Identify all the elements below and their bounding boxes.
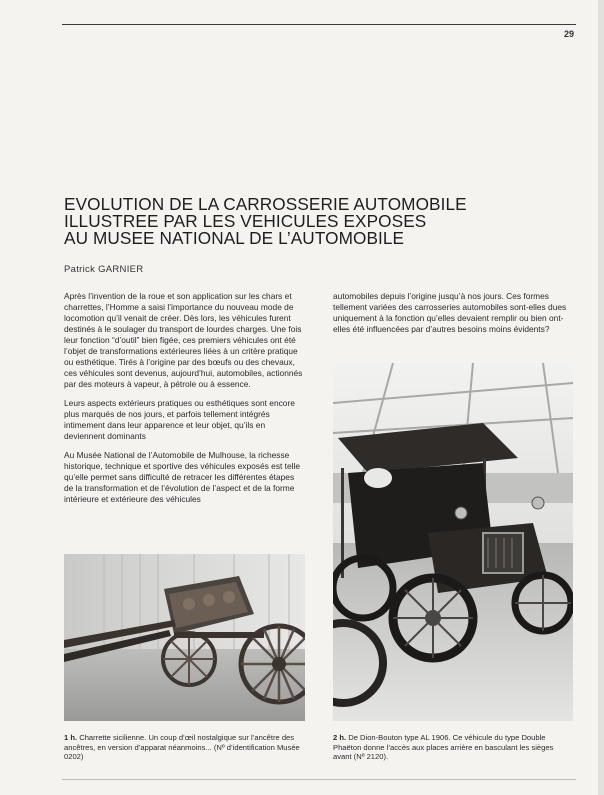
paragraph: Au Musée National de l’Automobile de Mulhouse, la richesse historique, technique et sportive des véhicules exposés est telle qu’elle permet sans difficulté de retracer les différentes étapes de la transformation et de l’évolution de l’aspect et de la forme intérieure et extérieure des véhicules (64, 450, 301, 504)
paragraph: Après l’invention de la roue et son application sur les chars et charrettes, l’Homme a saisi l’importance du nouveau mode de locomotion qu’il venait de créer. Dès lors, les véhicules furent destinés à le soulager du transport de lourdes charges. Une fois leur fonction “d’outil” bien figée, ces premiers véhicules ont été l’objet de transformations extérieures liées à un critère pratique ou esthétique. Tirés à l’origine par des bœufs ou des chevaux, ces véhicules sont devenus, aujourd’hui, automobiles, actionnés par des moteurs à vapeur, à pétrole ou à essence. (64, 291, 303, 389)
author-name: Patrick GARNIER (64, 264, 144, 275)
figure-caption-2 (333, 733, 573, 762)
figure-caption-text: Charrette sicilienne. Un coup d’œil nostalgique sur l’ancêtre des ancêtres, en version d’apparat néanmoins... (Nº d’identification Musée 0202) (64, 733, 300, 761)
title-line: ILLUSTREE PAR LES VEHICULES EXPOSES (64, 211, 427, 231)
title-line: AU MUSEE NATIONAL DE L’AUTOMOBILE (64, 228, 405, 248)
left-text-column (64, 291, 305, 513)
car-photo-illustration (333, 363, 573, 721)
paragraph: automobiles depuis l’origine jusqu’à nos jours. Ces formes tellement variées des carrosseries automobiles sont-elles dues uniquement à la fonction qu’elles devaient remplir ou bien ont-elles été influencées par d’autres besoins moins évidents? (333, 291, 567, 334)
right-text-column (333, 291, 573, 343)
photo-sicilian-cart (64, 554, 305, 721)
figure-caption-1 (64, 733, 305, 762)
figure-label: 1 h. (64, 733, 78, 742)
figure-label: 2 h. (333, 733, 347, 742)
cart-photo-illustration (64, 554, 305, 721)
paragraph: Leurs aspects extérieurs pratiques ou esthétiques sont encore plus marqués de nos jours, et parfois tellement intégrés intimement dans leur apparence et leur objet, qu’ils en deviennent dominants (64, 398, 295, 441)
page-edge (598, 0, 604, 795)
header-rule (62, 24, 576, 25)
article-title (64, 196, 544, 247)
figure-caption-text: De Dion-Bouton type AL 1906. Ce véhicule du type Double Phaëton donne l’accès aux places arrière en basculant les sièges avant (Nº 2120). (333, 733, 554, 761)
photo-de-dion-bouton (333, 363, 573, 721)
title-line: EVOLUTION DE LA CARROSSERIE AUTOMOBILE (64, 194, 467, 214)
page-number: 29 (563, 29, 574, 39)
footer-rule (62, 779, 576, 780)
